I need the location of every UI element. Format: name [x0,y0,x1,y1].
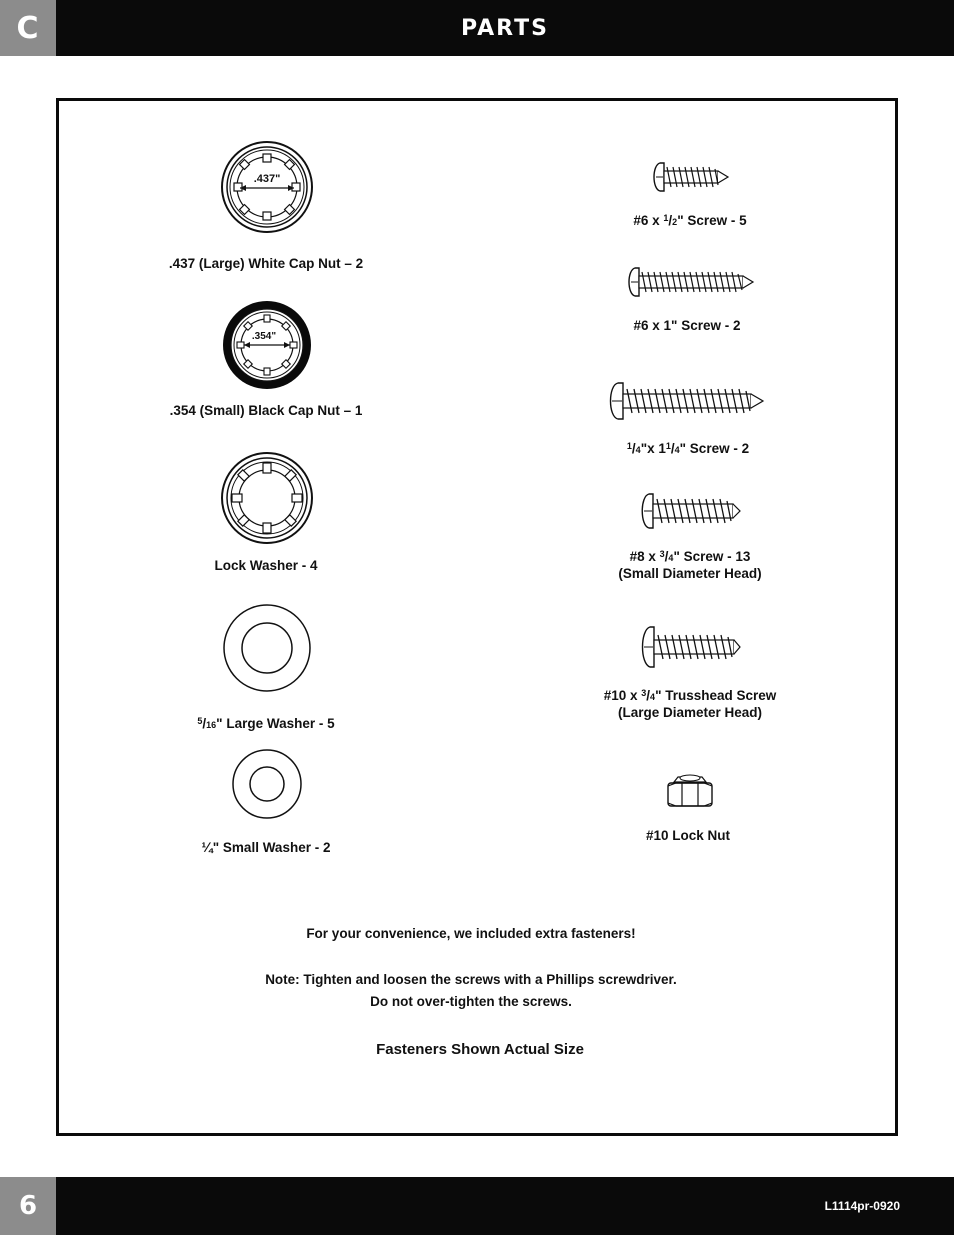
trusshead-screw-icon [638,625,742,669]
note-overtighten: Do not over-tighten the screws. [370,994,572,1009]
trusshead-screw [600,625,780,669]
lock-nut [640,773,740,809]
document-code: L1114pr-0920 [824,1199,900,1213]
small-cap-nut-dimension: .354" [251,331,277,342]
screw-6-one-icon [625,266,755,298]
screw-6-one [600,266,780,298]
large-washer-label: $^5$/16" Large Washer - 5 [197,716,335,731]
small-washer [167,748,367,820]
lock-nut-icon [666,773,714,809]
screw-quarter-label: $^1$/4"x $1^1/4$" Screw - 2 [626,441,750,456]
note-tighten: Note: Tighten and loosen the screws with a Phillips screwdriver. [265,972,677,987]
large-washer [167,603,367,693]
screw-6-half [600,161,780,193]
lock-washer-icon [220,451,314,545]
screw-6-half-icon [650,161,730,193]
page-number: 6 [0,1177,56,1235]
large-cap-nut-label: .437 (Large) White Cap Nut – 2 [168,256,364,271]
screw-quarter [603,381,769,421]
small-washer-icon [231,748,303,820]
trusshead-screw-label: #10 x $^3$/4" Trusshead Screw [603,688,777,703]
lock-washer [167,451,367,545]
page-title: PARTS [461,15,549,41]
note-extra: For your convenience, we included extra fasteners! [306,926,636,941]
header-bar [0,0,954,56]
screw-8-label: #8 x $^3$/4" Screw - 13 [629,549,751,564]
small-cap-nut-label: .354 (Small) Black Cap Nut – 1 [169,403,363,418]
large-cap-nut-dimension: .437" [253,173,281,185]
lock-washer-label: Lock Washer - 4 [214,558,318,573]
small-washer-label: ¼" Small Washer - 2 [201,840,331,855]
screw-8-sublabel: (Small Diameter Head) [618,566,762,581]
lock-nut-label: #10 Lock Nut [645,828,731,843]
large-cap-nut-icon [220,140,314,234]
footer-bar [0,1177,954,1235]
screw-8-icon [638,492,742,530]
small-cap-nut-icon [220,298,314,392]
large-washer-icon [222,603,312,693]
screw-quarter-icon [606,381,766,421]
notes [56,926,898,1066]
screw-8-three-quarter [600,492,780,530]
trusshead-screw-sublabel: (Large Diameter Head) [617,705,763,720]
screw-6-one-label: #6 x 1" Screw - 2 [633,318,741,333]
screw-6-half-label: #6 x $^1$/2" Screw - 5 [633,213,747,228]
note-actual-size: Fasteners Shown Actual Size [376,1041,584,1058]
large-cap-nut [167,140,367,234]
section-letter: C [0,0,56,56]
small-cap-nut [167,298,367,392]
